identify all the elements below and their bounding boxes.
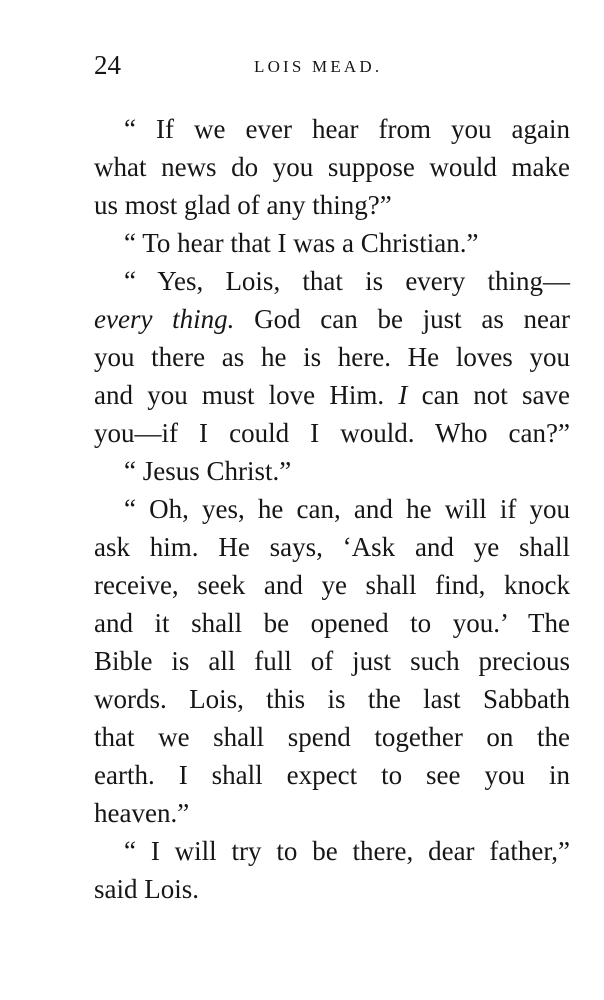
text-line: you—if I could I would. Who can?” [94,418,570,448]
text-segment: God can be just as near [234,304,570,334]
text-line: “ If we ever hear from you again [124,114,570,144]
text-line: heaven.” [94,798,190,828]
text-line [94,376,570,414]
body-text [94,110,570,908]
text-line: earth. I shall expect to see you in [94,760,570,790]
text-line: “ Oh, yes, he can, and he will if you [124,494,570,524]
text-line: receive, seek and ye shall find, knock [94,570,570,600]
text-segment: and you must love Him. [94,380,399,410]
running-title: LOIS MEAD. [254,57,383,76]
text-line: “ I will try to be there, dear father,” [124,836,570,866]
text-line: said Lois. [94,874,199,904]
text-line: us most glad of any thing?” [94,190,392,220]
text-line: and it shall be opened to you.’ The [94,608,570,638]
page-number: 24 [94,50,121,80]
text-line [94,300,570,338]
page-header [94,50,570,84]
emphasis-text: I [398,380,408,410]
text-line: what news do you suppose would make [94,152,570,182]
emphasis-text: every thing. [94,304,235,334]
text-line: “ Yes, Lois, that is every thing— [124,266,570,296]
text-line: Bible is all full of just such precious [94,646,570,676]
text-line: “ To hear that I was a Christian.” [124,228,479,258]
text-line: “ Jesus Christ.” [124,456,292,486]
text-segment: can not save [407,380,570,410]
text-line: that we shall spend together on the [94,722,570,752]
text-line: you there as he is here. He loves you [94,342,570,372]
text-line: words. Lois, this is the last Sabbath [94,684,570,714]
text-line: ask him. He says, ‘Ask and ye shall [94,532,570,562]
